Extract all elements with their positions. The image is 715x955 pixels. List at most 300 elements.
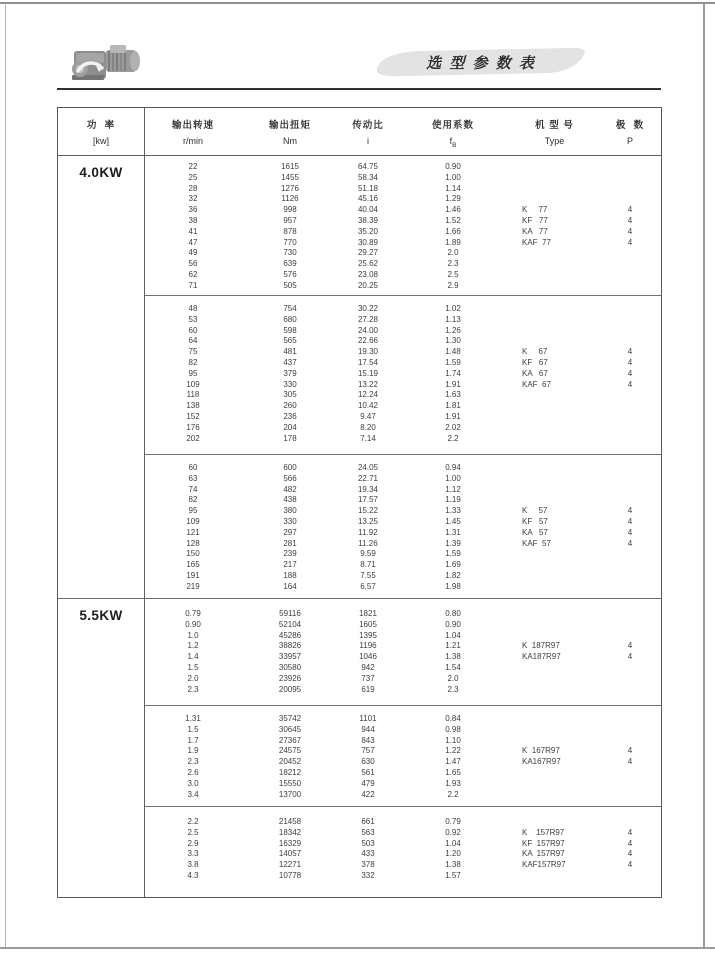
service-factor-cell: 2.02	[445, 422, 461, 432]
service-factor-cell: 1.52	[445, 215, 461, 225]
output-torque-cell: 565	[283, 336, 297, 346]
service-factor-cell: 1.13	[445, 314, 461, 324]
output-torque-cell: 598	[283, 325, 297, 335]
type-model-cell	[509, 304, 600, 315]
type-model-cell	[509, 173, 600, 184]
col-header-ratio: 传动比 i	[352, 120, 384, 146]
table-row	[145, 746, 661, 757]
type-model-cell	[509, 336, 600, 347]
poles-cell	[600, 184, 660, 195]
output-torque-cell: 18212	[278, 767, 302, 777]
table-header-row	[58, 108, 661, 156]
output-speed-cell: 1.9	[187, 746, 199, 756]
type-model-cell: K 187R97	[522, 641, 560, 651]
poles-cell: 4	[627, 379, 633, 389]
ratio-cell: 10.42	[357, 401, 379, 411]
page-frame-right	[703, 3, 705, 947]
service-factor-cell: 1.26	[445, 325, 461, 335]
ratio-cell: 29.27	[357, 248, 379, 258]
ratio-cell: 563	[361, 827, 375, 837]
ratio-cell: 1196	[359, 641, 377, 651]
output-torque-cell: 59116	[279, 609, 301, 618]
service-factor-cell: 1.65	[445, 767, 461, 777]
ratio-cell: 757	[361, 746, 375, 756]
poles-cell	[600, 768, 660, 779]
table-row	[145, 474, 661, 485]
output-speed-cell: 1.2	[187, 641, 199, 651]
output-torque-cell: 680	[283, 314, 297, 324]
service-factor-cell: 1.66	[445, 226, 461, 236]
type-model-cell	[509, 390, 600, 401]
poles-cell	[600, 336, 660, 347]
output-torque-cell: 305	[283, 390, 297, 400]
poles-cell: 4	[627, 746, 633, 756]
service-factor-cell: 1.45	[445, 516, 461, 526]
output-torque-cell: 639	[283, 259, 297, 269]
output-torque-cell: 45286	[278, 630, 302, 640]
output-speed-cell: 1.31	[185, 714, 201, 723]
service-factor-cell: 1.21	[445, 641, 461, 651]
table-row	[145, 194, 661, 205]
page-frame-top	[0, 2, 715, 4]
output-torque-cell: 18342	[278, 827, 302, 837]
poles-cell: 4	[627, 849, 633, 859]
output-speed-cell: 109	[186, 516, 200, 526]
service-factor-cell: 2.2	[447, 789, 459, 799]
poles-cell: 4	[627, 527, 633, 537]
type-model-cell	[509, 485, 600, 496]
output-speed-cell: 138	[186, 401, 200, 411]
type-model-cell	[509, 736, 600, 747]
table-row	[145, 326, 661, 337]
service-factor-cell: 1.22	[445, 746, 461, 756]
output-speed-cell: 1.7	[187, 735, 199, 745]
type-model-cell	[509, 474, 600, 485]
type-model-cell: KAF 57	[522, 538, 551, 548]
output-speed-cell: 118	[186, 390, 200, 400]
table-row	[145, 725, 661, 736]
output-torque-cell: 878	[283, 226, 297, 236]
poles-cell	[600, 194, 660, 205]
ratio-block	[145, 599, 661, 705]
service-factor-cell: 1.30	[445, 336, 461, 346]
service-factor-cell: 1.91	[445, 379, 461, 389]
ratio-cell: 19.34	[357, 484, 379, 494]
type-model-cell	[509, 779, 600, 790]
output-speed-cell: 2.3	[187, 757, 199, 767]
type-model-cell: KA 77	[522, 226, 548, 236]
table-row	[145, 434, 661, 445]
output-torque-cell: 30580	[278, 662, 302, 672]
col-header-power: 功 率 [kw]	[58, 108, 145, 155]
output-speed-cell: 36	[188, 205, 198, 215]
output-torque-cell: 20095	[278, 684, 302, 694]
output-torque-cell: 576	[283, 269, 297, 279]
poles-cell	[600, 463, 660, 474]
type-model-cell	[509, 281, 600, 292]
ratio-blocks	[145, 599, 661, 897]
output-speed-cell: 3.3	[187, 849, 199, 859]
service-factor-cell: 1.98	[445, 581, 461, 591]
type-model-cell: KAF 77	[522, 237, 551, 247]
ratio-cell: 38.39	[357, 215, 379, 225]
output-torque-cell: 35742	[278, 714, 302, 723]
service-factor-cell: 2.0	[447, 673, 459, 683]
type-model-cell: KA167R97	[522, 757, 561, 767]
output-torque-cell: 33957	[278, 652, 302, 662]
ratio-cell: 503	[361, 838, 375, 848]
ratio-cell: 17.57	[357, 495, 379, 505]
type-model-cell	[509, 582, 600, 593]
type-model-cell: KF 57	[522, 516, 548, 526]
type-model-cell	[509, 817, 600, 828]
ratio-cell: 619	[361, 684, 375, 694]
table-row	[145, 390, 661, 401]
poles-cell	[600, 817, 660, 828]
output-torque-cell: 1126	[281, 194, 299, 204]
header-rule	[57, 88, 661, 90]
service-factor-cell: 1.89	[445, 237, 461, 247]
type-model-cell	[509, 714, 600, 725]
output-speed-cell: 121	[186, 527, 200, 537]
service-factor-cell: 1.91	[445, 411, 461, 421]
table-row	[145, 685, 661, 696]
type-model-cell: K 77	[522, 205, 548, 215]
ratio-cell: 9.47	[360, 411, 376, 421]
poles-cell	[600, 582, 660, 593]
output-torque-cell: 281	[283, 538, 297, 548]
table-row	[145, 539, 661, 550]
type-model-cell	[509, 423, 600, 434]
page-frame-bottom	[0, 947, 715, 949]
output-torque-cell: 239	[283, 549, 297, 559]
ratio-cell: 737	[361, 673, 375, 683]
service-factor-cell: 1.00	[445, 172, 461, 182]
ratio-cell: 6.57	[360, 581, 376, 591]
service-factor-cell: 1.81	[445, 401, 461, 411]
output-torque-cell: 438	[283, 495, 297, 505]
service-factor-cell: 1.04	[445, 838, 461, 848]
service-factor-cell: 0.84	[445, 714, 461, 723]
poles-cell	[600, 401, 660, 412]
table-row	[145, 560, 661, 571]
poles-cell	[600, 162, 660, 173]
poles-cell: 4	[627, 757, 633, 767]
output-speed-cell: 56	[188, 259, 198, 269]
poles-cell: 4	[627, 641, 633, 651]
page-frame-left	[5, 3, 6, 947]
output-torque-cell: 754	[283, 304, 297, 313]
service-factor-cell: 1.46	[445, 205, 461, 215]
service-factor-cell: 1.74	[445, 368, 461, 378]
output-speed-cell: 191	[186, 570, 200, 580]
table-row	[145, 173, 661, 184]
output-torque-cell: 20452	[278, 757, 302, 767]
power-column	[58, 599, 145, 897]
poles-cell	[600, 631, 660, 642]
output-torque-cell: 21458	[278, 817, 302, 826]
ratio-cell: 942	[361, 662, 375, 672]
output-torque-cell: 1615	[281, 162, 299, 171]
poles-cell: 4	[627, 347, 633, 357]
service-factor-cell: 1.57	[445, 870, 461, 880]
ratio-cell: 40.04	[357, 205, 379, 215]
output-speed-cell: 3.4	[187, 789, 199, 799]
output-speed-cell: 219	[186, 581, 200, 591]
ratio-cell: 479	[361, 778, 375, 788]
table-row	[145, 582, 661, 593]
table-row	[145, 205, 661, 216]
poles-cell	[600, 674, 660, 685]
poles-cell	[600, 270, 660, 281]
poles-cell	[600, 714, 660, 725]
table-row	[145, 768, 661, 779]
service-factor-cell: 1.29	[445, 194, 461, 204]
output-speed-cell: 95	[188, 368, 198, 378]
output-speed-cell: 202	[186, 433, 200, 443]
ratio-cell: 17.54	[357, 357, 379, 367]
table-row	[145, 369, 661, 380]
output-torque-cell: 13700	[278, 789, 302, 799]
service-factor-cell: 1.14	[445, 183, 461, 193]
output-torque-cell: 505	[283, 280, 297, 290]
poles-cell	[600, 412, 660, 423]
gearmotor-image	[66, 41, 142, 85]
output-speed-cell: 2.2	[187, 817, 199, 826]
output-speed-cell: 22	[188, 162, 198, 171]
ratio-cell: 19.30	[357, 347, 379, 357]
type-model-cell: K 167R97	[522, 746, 560, 756]
ratio-cell: 45.16	[357, 194, 379, 204]
output-speed-cell: 2.5	[187, 827, 199, 837]
col-header-type: 机 型 号 Type	[535, 120, 574, 146]
type-model-cell	[509, 326, 600, 337]
output-speed-cell: 165	[186, 560, 200, 570]
output-torque-cell: 188	[283, 570, 297, 580]
poles-cell	[600, 304, 660, 315]
poles-cell	[600, 663, 660, 674]
output-speed-cell: 63	[188, 473, 198, 483]
poles-cell: 4	[627, 237, 633, 247]
output-torque-cell: 437	[283, 357, 297, 367]
ratio-cell: 661	[361, 817, 375, 826]
poles-cell	[600, 725, 660, 736]
type-model-cell	[509, 631, 600, 642]
ratio-cell: 7.14	[360, 433, 376, 443]
table-row	[145, 779, 661, 790]
poles-cell: 4	[627, 860, 633, 870]
poles-cell: 4	[627, 205, 633, 215]
service-factor-cell: 0.90	[445, 162, 461, 171]
table-row	[145, 336, 661, 347]
service-factor-cell: 1.59	[445, 357, 461, 367]
type-model-cell	[509, 194, 600, 205]
poles-cell	[600, 390, 660, 401]
table-row	[145, 528, 661, 539]
type-model-cell: K 67	[522, 347, 548, 357]
poles-cell	[600, 549, 660, 560]
type-model-cell	[509, 270, 600, 281]
output-speed-cell: 1.0	[187, 630, 199, 640]
output-torque-cell: 380	[283, 506, 297, 516]
ratio-cell: 1605	[359, 619, 377, 629]
type-model-cell: K 57	[522, 506, 548, 516]
poles-cell: 4	[627, 538, 633, 548]
table-row	[145, 652, 661, 663]
output-torque-cell: 15550	[278, 778, 302, 788]
service-factor-cell: 1.00	[445, 473, 461, 483]
page-title: 选 型 参 数 表	[426, 54, 536, 72]
output-speed-cell: 150	[186, 549, 200, 559]
poles-cell: 4	[627, 368, 633, 378]
ratio-cell: 378	[361, 860, 375, 870]
service-factor-cell: 0.90	[445, 619, 461, 629]
poles-cell: 4	[627, 652, 633, 662]
service-factor-cell: 0.94	[445, 463, 461, 472]
output-speed-cell: 60	[188, 463, 198, 472]
ratio-cell: 22.71	[357, 473, 379, 483]
output-torque-cell: 330	[283, 516, 297, 526]
ratio-cell: 1046	[359, 652, 377, 662]
output-speed-cell: 2.6	[187, 767, 199, 777]
ratio-cell: 12.24	[357, 390, 379, 400]
output-speed-cell: 60	[188, 325, 198, 335]
ratio-cell: 8.20	[360, 422, 376, 432]
output-speed-cell: 0.90	[185, 619, 201, 629]
type-model-cell	[509, 434, 600, 445]
output-torque-cell: 12271	[278, 860, 302, 870]
output-torque-cell: 730	[283, 248, 297, 258]
table-row	[145, 631, 661, 642]
poles-cell	[600, 571, 660, 582]
output-torque-cell: 957	[283, 215, 297, 225]
ratio-cell: 630	[361, 757, 375, 767]
poles-cell	[600, 485, 660, 496]
table-row	[145, 849, 661, 860]
output-speed-cell: 64	[188, 336, 198, 346]
ratio-cell: 24.05	[357, 463, 379, 472]
ratio-cell: 11.92	[358, 527, 378, 537]
ratio-cell: 843	[361, 735, 375, 745]
poles-cell: 4	[627, 357, 633, 367]
output-torque-cell: 38826	[278, 641, 302, 651]
output-torque-cell: 998	[283, 205, 297, 215]
poles-cell	[600, 871, 660, 882]
ratio-cell: 51.18	[357, 183, 379, 193]
type-model-cell: KA 57	[522, 527, 548, 537]
service-factor-cell: 1.54	[445, 662, 461, 672]
service-factor-cell: 0.80	[445, 609, 461, 618]
output-speed-cell: 32	[188, 194, 198, 204]
ratio-cell: 23.08	[357, 269, 379, 279]
service-factor-cell: 1.39	[445, 538, 461, 548]
table-row	[145, 304, 661, 315]
power-label: 4.0KW	[79, 165, 123, 180]
poles-cell: 4	[627, 215, 633, 225]
output-torque-cell: 566	[283, 473, 297, 483]
ratio-cell: 13.25	[357, 516, 379, 526]
output-speed-cell: 38	[188, 215, 198, 225]
output-speed-cell: 3.0	[187, 778, 199, 788]
type-model-cell	[509, 685, 600, 696]
type-model-cell	[509, 768, 600, 779]
type-model-cell	[509, 674, 600, 685]
type-model-cell	[509, 315, 600, 326]
output-speed-cell: 2.3	[187, 684, 199, 694]
output-torque-cell: 330	[283, 379, 297, 389]
output-speed-cell: 71	[188, 280, 198, 290]
output-speed-cell: 3.8	[187, 860, 199, 870]
ratio-cell: 30.22	[357, 304, 379, 313]
service-factor-cell: 1.02	[445, 304, 461, 313]
service-factor-cell: 2.3	[447, 259, 459, 269]
output-torque-cell: 24575	[278, 746, 302, 756]
output-torque-cell: 1455	[281, 172, 299, 182]
poles-cell	[600, 326, 660, 337]
type-model-cell: KF 67	[522, 357, 548, 367]
output-torque-cell: 217	[283, 560, 297, 570]
output-speed-cell: 0.79	[185, 609, 201, 618]
output-speed-cell: 95	[188, 506, 198, 516]
service-factor-cell: 1.47	[445, 757, 461, 767]
table-row	[145, 463, 661, 474]
service-factor-cell: 2.0	[447, 248, 459, 258]
ratio-cell: 944	[361, 724, 375, 734]
poles-cell	[600, 620, 660, 631]
ratio-block	[145, 295, 661, 454]
output-torque-cell: 14057	[278, 849, 302, 859]
output-torque-cell: 482	[283, 484, 297, 494]
output-speed-cell: 1.5	[187, 724, 199, 734]
table-row	[145, 674, 661, 685]
service-factor-cell: 1.10	[445, 735, 461, 745]
table-row	[145, 315, 661, 326]
service-factor-cell: 0.92	[445, 827, 461, 837]
output-torque-cell: 164	[283, 581, 297, 591]
power-section	[58, 598, 661, 897]
ratio-cell: 8.71	[360, 560, 376, 570]
poles-cell	[600, 495, 660, 506]
table-row	[145, 347, 661, 358]
output-torque-cell: 260	[283, 401, 297, 411]
table-row	[145, 358, 661, 369]
type-model-cell	[509, 549, 600, 560]
col-header-output-speed: 输出转速 r/min	[171, 120, 214, 146]
table-row	[145, 714, 661, 725]
table-row	[145, 871, 661, 882]
table-row	[145, 270, 661, 281]
type-model-cell	[509, 401, 600, 412]
output-speed-cell: 2.0	[187, 673, 199, 683]
type-model-cell	[509, 495, 600, 506]
type-model-cell: KF 157R97	[522, 838, 565, 848]
output-speed-cell: 82	[188, 357, 198, 367]
poles-cell	[600, 173, 660, 184]
service-factor-cell: 0.79	[445, 817, 461, 826]
poles-cell: 4	[627, 827, 633, 837]
table-row	[145, 401, 661, 412]
ratio-cell: 1395	[359, 630, 377, 640]
col-header-service-factor: 使用系数 $f_B$	[431, 120, 474, 149]
service-factor-cell: 2.9	[447, 280, 459, 290]
table-row	[145, 736, 661, 747]
table-row	[145, 380, 661, 391]
table-row	[145, 571, 661, 582]
poles-cell	[600, 248, 660, 259]
service-factor-cell: 1.04	[445, 630, 461, 640]
table-row	[145, 817, 661, 828]
type-model-cell	[509, 609, 600, 620]
